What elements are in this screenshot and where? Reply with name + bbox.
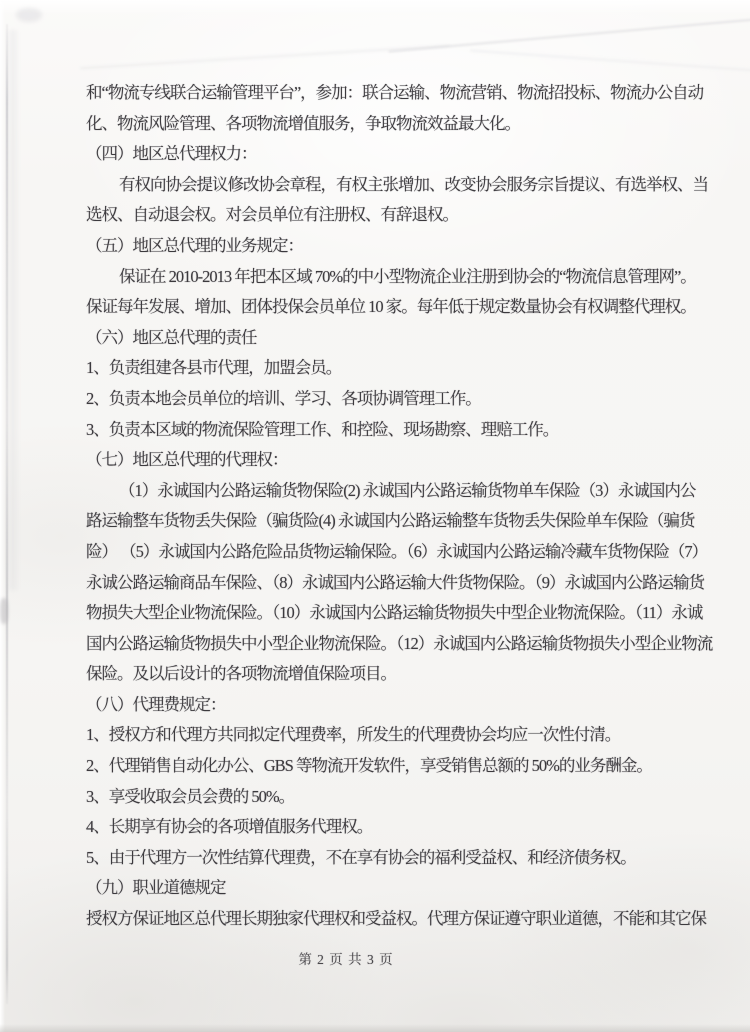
page-number-footer: 第 2 页 共 3 页 (298, 952, 394, 967)
text-line: 1、负责组建各县市代理，加盟会员。 (86, 358, 342, 378)
text-line: 3、享受收取会员会费的 50%。 (86, 786, 295, 806)
text-line: 险） （5）永诚国内公路危险品货物运输保险。（6）永诚国内公路运输冷藏车货物保险（7） (86, 541, 708, 561)
text-line: 选权、自动退会权。对会员单位有注册权、有辞退权。 (86, 205, 458, 225)
text-line: 化、物流风险管理、各项物流增值服务，争取物流效益最大化。 (86, 113, 520, 133)
text-line: （1）永诚国内公路运输货物保险(2) 永诚国内公路运输货物单车保险（3）永诚国内公 (119, 480, 696, 500)
text-line: 国内公路运输货物损失中小型企业物流保险。（12）永诚国内公路运输货物损失小型企业物流 (86, 633, 713, 653)
paper-crease (470, 50, 750, 73)
text-line: 5、由于代理方一次性结算代理费，不在享有协会的福利受益权、和经济债务权。 (86, 847, 636, 867)
text-line: （九）职业道德规定 (86, 878, 226, 898)
scan-smudge (16, 8, 42, 22)
text-line: （八）代理费规定： (86, 694, 226, 714)
text-line: 1、授权方和代理方共同拟定代理费率，所发生的代理费协会均应一次性付清。 (86, 725, 621, 745)
text-line: 授权方保证地区总代理长期独家代理权和受益权。代理方保证遵守职业道德，不能和其它保 (86, 909, 706, 929)
text-line: 4、长期享有协会的各项增值服务代理权。 (86, 817, 373, 837)
text-line: 永诚公路运输商品车保险、（8）永诚国内公路运输大件货物保险。（9）永诚国内公路运输货 (86, 572, 704, 592)
paper-crease (80, 45, 449, 70)
text-line: （四）地区总代理权力： (86, 144, 257, 164)
text-line: （六）地区总代理的责任 (86, 327, 257, 347)
paper-crease (389, 17, 750, 52)
scan-fold-shadow (9, 30, 17, 590)
text-line: 有权向协会提议修改协会章程，有权主张增加、改变协会服务宗旨提议、有选举权、当 (119, 174, 708, 194)
scan-edge-top (0, 0, 750, 14)
text-line: （五）地区总代理的业务规定： (86, 235, 303, 255)
text-line: 3、负责本区域的物流保险管理工作、和控险、现场勘察、理赔工作。 (86, 419, 559, 439)
text-line: 2、负责本地会员单位的培训、学习、各项协调管理工作。 (86, 388, 481, 408)
scan-smudge (0, 598, 8, 624)
text-line: 物损失大型企业物流保险。（10）永诚国内公路运输货物损失中型企业物流保险。（11）永诚 (86, 603, 703, 623)
text-line: 保险。及以后设计的各项物流增值保险项目。 (86, 664, 396, 684)
text-line: 和“物流专线联合运输管理平台”，参加：联合运输、物流营销、物流招投标、物流办公自动 (86, 83, 704, 102)
scan-fold-line (6, 24, 8, 1004)
document-body (86, 78, 713, 935)
text-line: 保证每年发展、增加、团体投保会员单位 10 家。每年低于规定数量协会有权调整代理权。 (86, 297, 696, 317)
scan-edge-left (0, 0, 5, 1032)
text-line: 2、代理销售自动化办公、GBS 等物流开发软件，享受销售总额的 50%的业务酬金。 (86, 756, 652, 776)
text-line: 保证在 2010-2013 年把本区域 70%的中小型物流企业注册到协会的“物流信息管理网”。 (119, 266, 696, 286)
text-line: 路运输整车货物丢失保险（骗货险(4) 永诚国内公路运输整车货物丢失保险单车保险（骗货 (86, 511, 695, 531)
scan-edge-bottom (0, 1024, 750, 1032)
text-line: （七）地区总代理的代理权： (86, 450, 288, 470)
